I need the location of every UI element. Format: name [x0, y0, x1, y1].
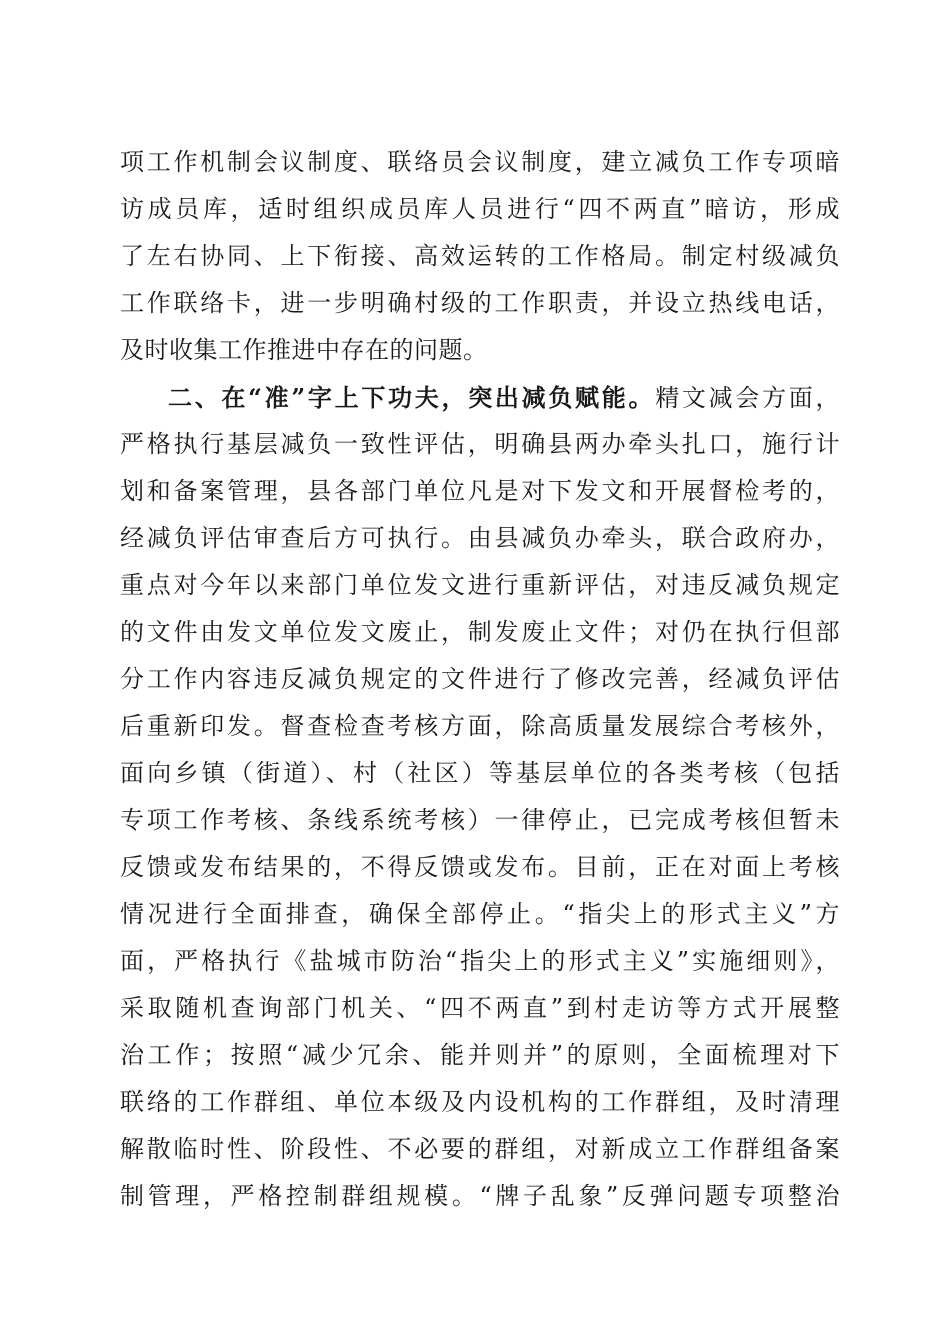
paragraph-line: 工作联络卡，进一步明确村级的工作职责，并设立热线电话， — [120, 289, 840, 317]
paragraph-line: 严格执行基层减负一致性评估，明确县两办牵头扎口，施行计 — [120, 430, 840, 458]
paragraph-line: 重点对今年以来部门单位发文进行重新评估，对违反减负规定 — [120, 571, 840, 599]
paragraph-line: 项工作机制会议制度、联络员会议制度，建立减负工作专项暗 — [120, 148, 840, 176]
paragraph-line: 制管理，严格控制群组规模。“牌子乱象”反弹问题专项整治 — [120, 1182, 840, 1210]
paragraph-line: 访成员库，适时组织成员库人员进行“四不两直”暗访，形成 — [120, 195, 840, 223]
paragraph-first-line — [120, 374, 840, 421]
paragraph-line: 专项工作考核、条线系统考核）一律停止，已完成考核但暂未 — [120, 806, 840, 834]
paragraph-line: 经减负评估审查后方可执行。由县减负办牵头，联合政府办， — [120, 524, 840, 552]
paragraph-line: 划和备案管理，县各部门单位凡是对下发文和开展督检考的， — [120, 477, 840, 505]
paragraph-line: 解散临时性、阶段性、不必要的群组，对新成立工作群组备案 — [120, 1135, 840, 1163]
heading-followup-text: 精文减会方面， — [655, 384, 841, 412]
paragraph-line: 了左右协同、上下衔接、高效运转的工作格局。制定村级减负 — [120, 242, 840, 270]
paragraph-1 — [120, 139, 840, 374]
paragraph-line: 后重新印发。督查检查考核方面，除高质量发展综合考核外， — [120, 712, 840, 740]
paragraph-line: 情况进行全面排查，确保全部停止。“指尖上的形式主义”方 — [120, 900, 840, 928]
section-heading: 二、在“准”字上下功夫，突出减负赋能。 — [168, 383, 656, 412]
paragraph-line: 联络的工作群组、单位本级及内设机构的工作群组，及时清理 — [120, 1088, 840, 1116]
paragraph-line: 反馈或发布结果的，不得反馈或发布。目前，正在对面上考核 — [120, 853, 840, 881]
body-text — [120, 139, 840, 1220]
paragraph-line: 采取随机查询部门机关、“四不两直”到村走访等方式开展整 — [120, 994, 840, 1022]
paragraph-line: 面向乡镇（街道）、村（社区）等基层单位的各类考核（包括 — [120, 759, 840, 787]
paragraph-line: 面，严格执行《盐城市防治“指尖上的形式主义”实施细则》， — [120, 947, 840, 975]
paragraph-line: 的文件由发文单位发文废止，制发废止文件；对仍在执行但部 — [120, 618, 840, 646]
paragraph-line: 治工作；按照“减少冗余、能并则并”的原则，全面梳理对下 — [120, 1041, 840, 1069]
paragraph-line: 分工作内容违反减负规定的文件进行了修改完善，经减负评估 — [120, 665, 840, 693]
paragraph-line: 及时收集工作推进中存在的问题。 — [120, 336, 488, 364]
paragraph-2 — [120, 374, 840, 1220]
